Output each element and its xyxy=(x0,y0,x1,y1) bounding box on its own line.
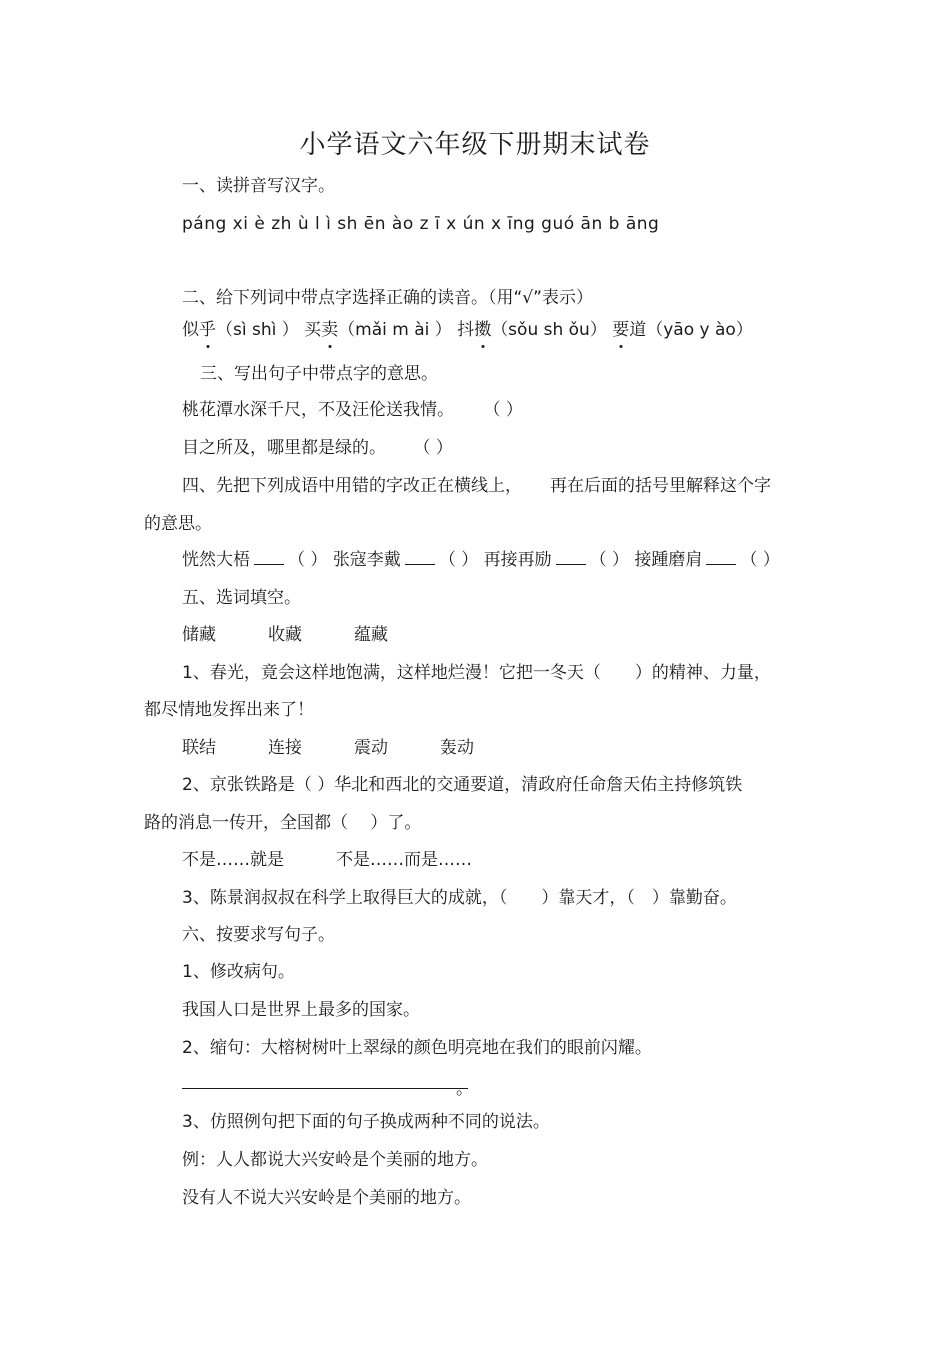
dotted-char: 乎 xyxy=(199,320,216,340)
blank-line xyxy=(254,548,284,565)
section-4-heading: 四、先把下列成语中用错的字改正在横线上， 再在后面的括号里解释这个字 xyxy=(182,476,771,496)
s6-question-1: 1、修改病句。 xyxy=(182,962,295,982)
s6-question-2: 2、缩句：大榕树树叶上翠绿的颜色明亮地在我们的眼前闪耀。 xyxy=(182,1038,652,1058)
word-choices-1: 储藏 收藏 蕴藏 xyxy=(182,625,388,645)
idiom-1: 恍然大梧 xyxy=(182,550,250,570)
example-sentence-2: 没有人不说大兴安岭是个美丽的地方。 xyxy=(182,1188,471,1208)
answer-paren: （ ） xyxy=(492,400,523,420)
dotted-char: 卖 xyxy=(321,320,339,340)
s5-question-1-cont: 都尽情地发挥出来了！ xyxy=(144,700,314,720)
idiom-3: 再接再励 xyxy=(483,550,552,570)
dotted-char: 要 xyxy=(612,320,630,340)
section-3-heading: 三、写出句子中带点字的意思。 xyxy=(200,364,438,384)
s6-question-3: 3、仿照例句把下面的句子换成两种不同的说法。 xyxy=(182,1112,550,1132)
blank-line xyxy=(706,548,736,565)
s5-question-3: 3、陈景润叔叔在科学上取得巨大的成就，（ ）靠天才，（ ）靠勤奋。 xyxy=(182,888,737,908)
s5-question-2: 2、京张铁路是（ ）华北和西北的交通要道，清政府任命詹天佑主持修筑铁 xyxy=(182,775,743,795)
dotted-char: 擞 xyxy=(474,320,492,340)
section-1-heading: 一、读拼音写汉字。 xyxy=(182,176,335,196)
pinyin-line: páng xi è zh ù l ì sh ēn ào z ī x ún x īng guó ān b āng xyxy=(182,214,660,234)
word-choices-2: 联结 连接 震动 轰动 xyxy=(182,738,474,758)
s3-question-2: 目之所及，哪里都是绿的。 （ ） xyxy=(182,438,453,458)
s5-question-2-cont: 路的消息一传开，全国都（ ）了。 xyxy=(144,813,422,833)
answer-paren: （ ） xyxy=(422,438,453,458)
page-title: 小学语文六年级下册期末试卷 xyxy=(299,130,651,160)
section-5-heading: 五、选词填空。 xyxy=(182,588,301,608)
section-2-heading: 二、给下列词中带点字选择正确的读音。（用“√”表示） xyxy=(182,288,593,308)
choice-1: 似乎（sì shì ） xyxy=(182,320,299,340)
s6-question-1-text: 我国人口是世界上最多的国家。 xyxy=(182,1000,420,1020)
answer-line xyxy=(182,1088,468,1089)
reading-choices xyxy=(182,318,753,342)
idiom-4: 接踵磨肩 xyxy=(634,550,703,570)
section-6-heading: 六、按要求写句子。 xyxy=(182,925,335,945)
blank-line xyxy=(405,548,435,565)
s5-question-1: 1、春光，竟会这样地饱满，这样地烂漫！它把一冬天（ ）的精神、力量， xyxy=(182,663,771,683)
choice-4: 要道（yāo y ào） xyxy=(612,320,753,340)
idiom-row: 恍然大梧 （ ） 张寇李戴 （ ） 再接再励 （ ） 接踵磨肩 （ ） xyxy=(182,550,780,570)
idiom-2: 张寇李戴 xyxy=(332,550,401,570)
blank-line xyxy=(556,548,586,565)
s3-question-1: 桃花潭水深千尺，不及汪伦送我情。 （ ） xyxy=(182,400,523,420)
example-sentence: 例：人人都说大兴安岭是个美丽的地方。 xyxy=(182,1150,488,1170)
choice-2: 买卖（mǎi m ài ） xyxy=(304,320,452,340)
answer-end-mark: 。 xyxy=(456,1079,473,1099)
choice-3: 抖擞（sǒu sh ǒu） xyxy=(457,320,607,340)
word-choices-3: 不是……就是 不是……而是…… xyxy=(182,850,472,870)
section-4-heading-cont: 的意思。 xyxy=(144,514,212,534)
